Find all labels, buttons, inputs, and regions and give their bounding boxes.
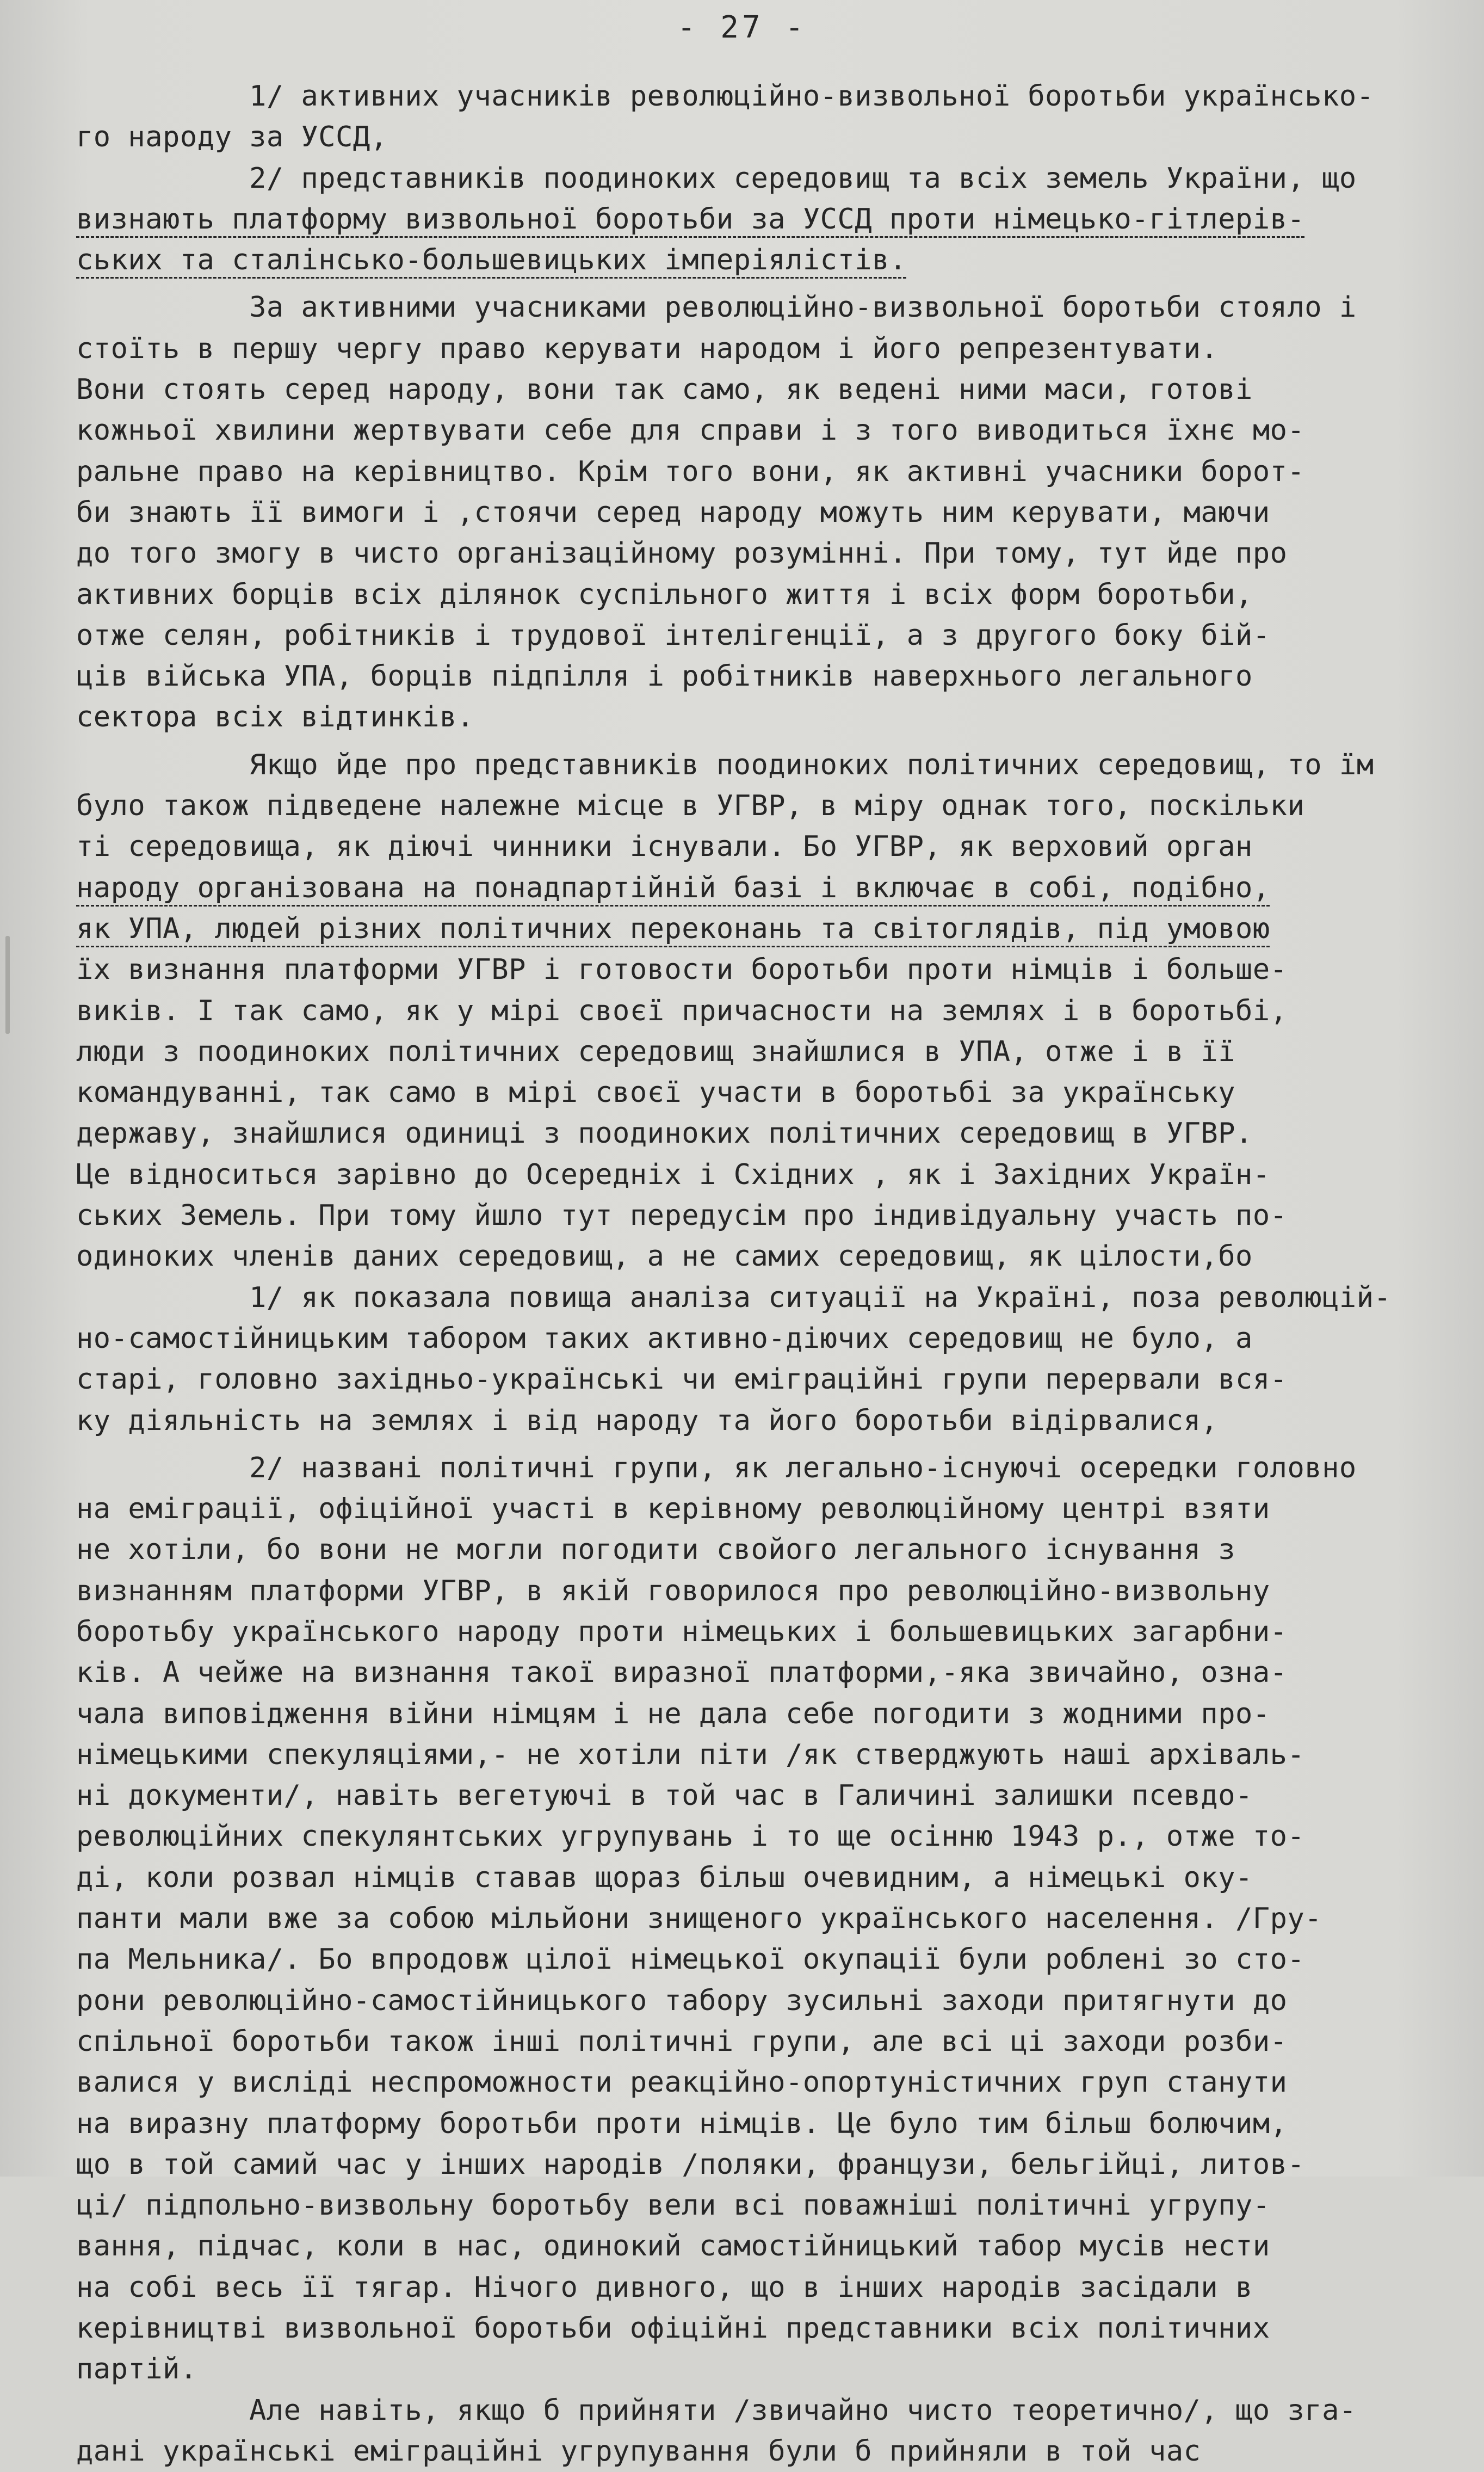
text-line: стоїть в першу чергу право керувати народом і його репрезентувати. — [76, 332, 1219, 365]
text-line: керівництві визвольної боротьби офіційні представники всіх політичних — [76, 2312, 1270, 2345]
text-line: отже селян, робітників і трудової інтелігенції, а з другого боку бій- — [76, 619, 1270, 652]
text-line: Але навіть, якщо б прийняти /звичайно чисто теоретично/, що зга- — [76, 2394, 1357, 2427]
text-line: німецькими спекуляціями,- не хотіли піти /як стверджують наші архіваль- — [76, 1738, 1305, 1771]
text-line: дані українські еміграційні угрупування були б прийняли в той час — [76, 2434, 1201, 2468]
text-line: па Мельника/. Бо впродовж цілої німецької окупації були роблені зо сто- — [76, 1943, 1305, 1976]
text-line: ських та сталінсько-большевицьких імперіялістів. — [76, 244, 907, 277]
text-line: на собі весь її тягар. Нічого дивного, що в інших народів засідали в — [76, 2271, 1253, 2304]
text-line: панти мали вже за собою мільйони знищеного українського населення. /Гру- — [76, 1902, 1322, 1935]
text-line: спільної боротьби також інші політичні групи, але всі ці заходи розби- — [76, 2025, 1288, 2058]
text-line: вання, підчас, коли в нас, одинокий самостійницький табор мусів нести — [76, 2230, 1270, 2263]
text-line: кожньої хвилини жертвувати себе для справи і з того виводиться їхнє мо- — [76, 414, 1305, 447]
text-line: визнанням платформи УГВР, в якій говорилося про революційно-визвольну — [76, 1574, 1270, 1607]
text-line: ку діяльність на землях і від народу та його боротьби відірвалися, — [76, 1404, 1219, 1437]
text-line: активних борців всіх ділянок суспільного життя і всіх форм боротьби, — [76, 578, 1253, 611]
text-line: но-самостійницьким табором таких активно-діючих середовищ не було, а — [76, 1322, 1253, 1355]
text-line: партій. — [76, 2353, 197, 2386]
text-line: ральне право на керівництво. Крім того вони, як активні учасники борот- — [76, 455, 1305, 488]
text-line: до того змогу в чисто організаційному розумінні. При тому, тут йде про — [76, 537, 1288, 570]
document-text-body — [76, 76, 1420, 2472]
text-line: 2/ представників поодиноких середовищ та всіх земель України, що — [76, 162, 1357, 195]
text-line: визнають платформу визвольної боротьби за УССД проти німецько-гітлерів- — [76, 202, 1305, 236]
paragraph-gap — [76, 1441, 1420, 1448]
text-line: За активними учасниками революційно-визвольної боротьби стояло і — [76, 291, 1357, 324]
text-line: валися у висліді неспроможности реакційно-опортуністичних груп станути — [76, 2066, 1288, 2099]
text-line: 1/ активних учасників революційно-визвольної боротьби українсько- — [76, 80, 1374, 113]
paragraph-gap — [76, 281, 1420, 287]
paragraph-gap — [76, 738, 1420, 745]
text-line: що в той самий час у інших народів /поляки, французи, бельгійці, литов- — [76, 2148, 1305, 2181]
text-line: виків. І так само, як у мірі своєї причасности на землях і в боротьбі, — [76, 994, 1288, 1027]
text-line: Якщо йде про представників поодиноких політичних середовищ, то їм — [76, 748, 1374, 781]
text-line: як УПА, людей різних політичних переконань та світоглядів, під умовою — [76, 912, 1270, 945]
text-line: 1/ як показала повища аналіза ситуації на Україні, поза революцій- — [76, 1281, 1392, 1314]
text-line: їх визнання платформи УГВР і готовости боротьби проти німців і больше- — [76, 953, 1288, 987]
text-line: не хотіли, бо вони не могли погодити свойого легального існування з — [76, 1533, 1236, 1567]
text-line: сектора всіх відтинків. — [76, 701, 474, 734]
text-line: люди з поодиноких політичних середовищ знайшлися в УПА, отже і в її — [76, 1035, 1236, 1068]
text-line: боротьбу українського народу проти німецьких і большевицьких загарбни- — [76, 1615, 1288, 1648]
text-line: старі, головно західньо-українські чи еміграційні групи перервали вся- — [76, 1363, 1288, 1396]
text-line: 2/ названі політичні групи, як легально-існуючі осередки головно — [76, 1451, 1357, 1484]
text-line: ді, коли розвал німців ставав щораз більш очевидним, а німецькі оку- — [76, 1861, 1253, 1894]
text-line: ці/ підпольно-визвольну боротьбу вели всі поважніші політичні угрупу- — [76, 2189, 1270, 2222]
text-line: було також підведене належне місце в УГВР, в міру однак того, поскільки — [76, 790, 1305, 823]
text-line: би знають її вимоги і ,стоячи серед народу можуть ним керувати, маючи — [76, 496, 1270, 529]
text-line: ців війська УПА, борців підпілля і робітників наверхнього легального — [76, 660, 1253, 693]
text-line: чала виповідження війни німцям і не дала себе погодити з жодними про- — [76, 1697, 1270, 1730]
text-line: одиноких членів даних середовищ, а не самих середовищ, як цілости,бо — [76, 1240, 1253, 1273]
text-line: ні документи/, навіть вегетуючі в той час в Галичині залишки псевдо- — [76, 1779, 1253, 1813]
text-line: на еміграції, офіційної участі в керівному революційному центрі взяти — [76, 1493, 1270, 1526]
text-line: го народу за УССД, — [76, 121, 388, 154]
text-line: ків. А чейже на визнання такої виразної платформи,-яка звичайно, озна- — [76, 1656, 1288, 1690]
text-line: народу організована на понадпартійній базі і включає в собі, подібно, — [76, 871, 1270, 904]
text-line: Це відноситься зарівно до Осередніх і Східних , як і Західних Україн- — [76, 1158, 1270, 1191]
text-line: ті середовища, як діючі чинники існували. Бо УГВР, як верховий орган — [76, 830, 1253, 864]
text-line: державу, знайшлися одиниці з поодиноких політичних середовищ в УГВР. — [76, 1117, 1253, 1150]
text-line: командуванні, так само в мірі своєї участи в боротьбі за українську — [76, 1076, 1236, 1109]
text-line: Вони стоять серед народу, вони так само, як ведені ними маси, готові — [76, 373, 1253, 406]
page-number: - 27 - — [677, 10, 807, 45]
text-line: рони революційно-самостійницького табору зусильні заходи притягнути до — [76, 1984, 1288, 2017]
text-line: ських Земель. При тому йшло тут передусім про індивідуальну участь по- — [76, 1199, 1288, 1232]
scan-edge-mark — [5, 936, 10, 1034]
text-line: революційних спекулянтських угрупувань і то ще осінню 1943 р., отже то- — [76, 1820, 1305, 1853]
text-line: на виразну платформу боротьби проти німців. Це було тим більш болючим, — [76, 2107, 1288, 2140]
